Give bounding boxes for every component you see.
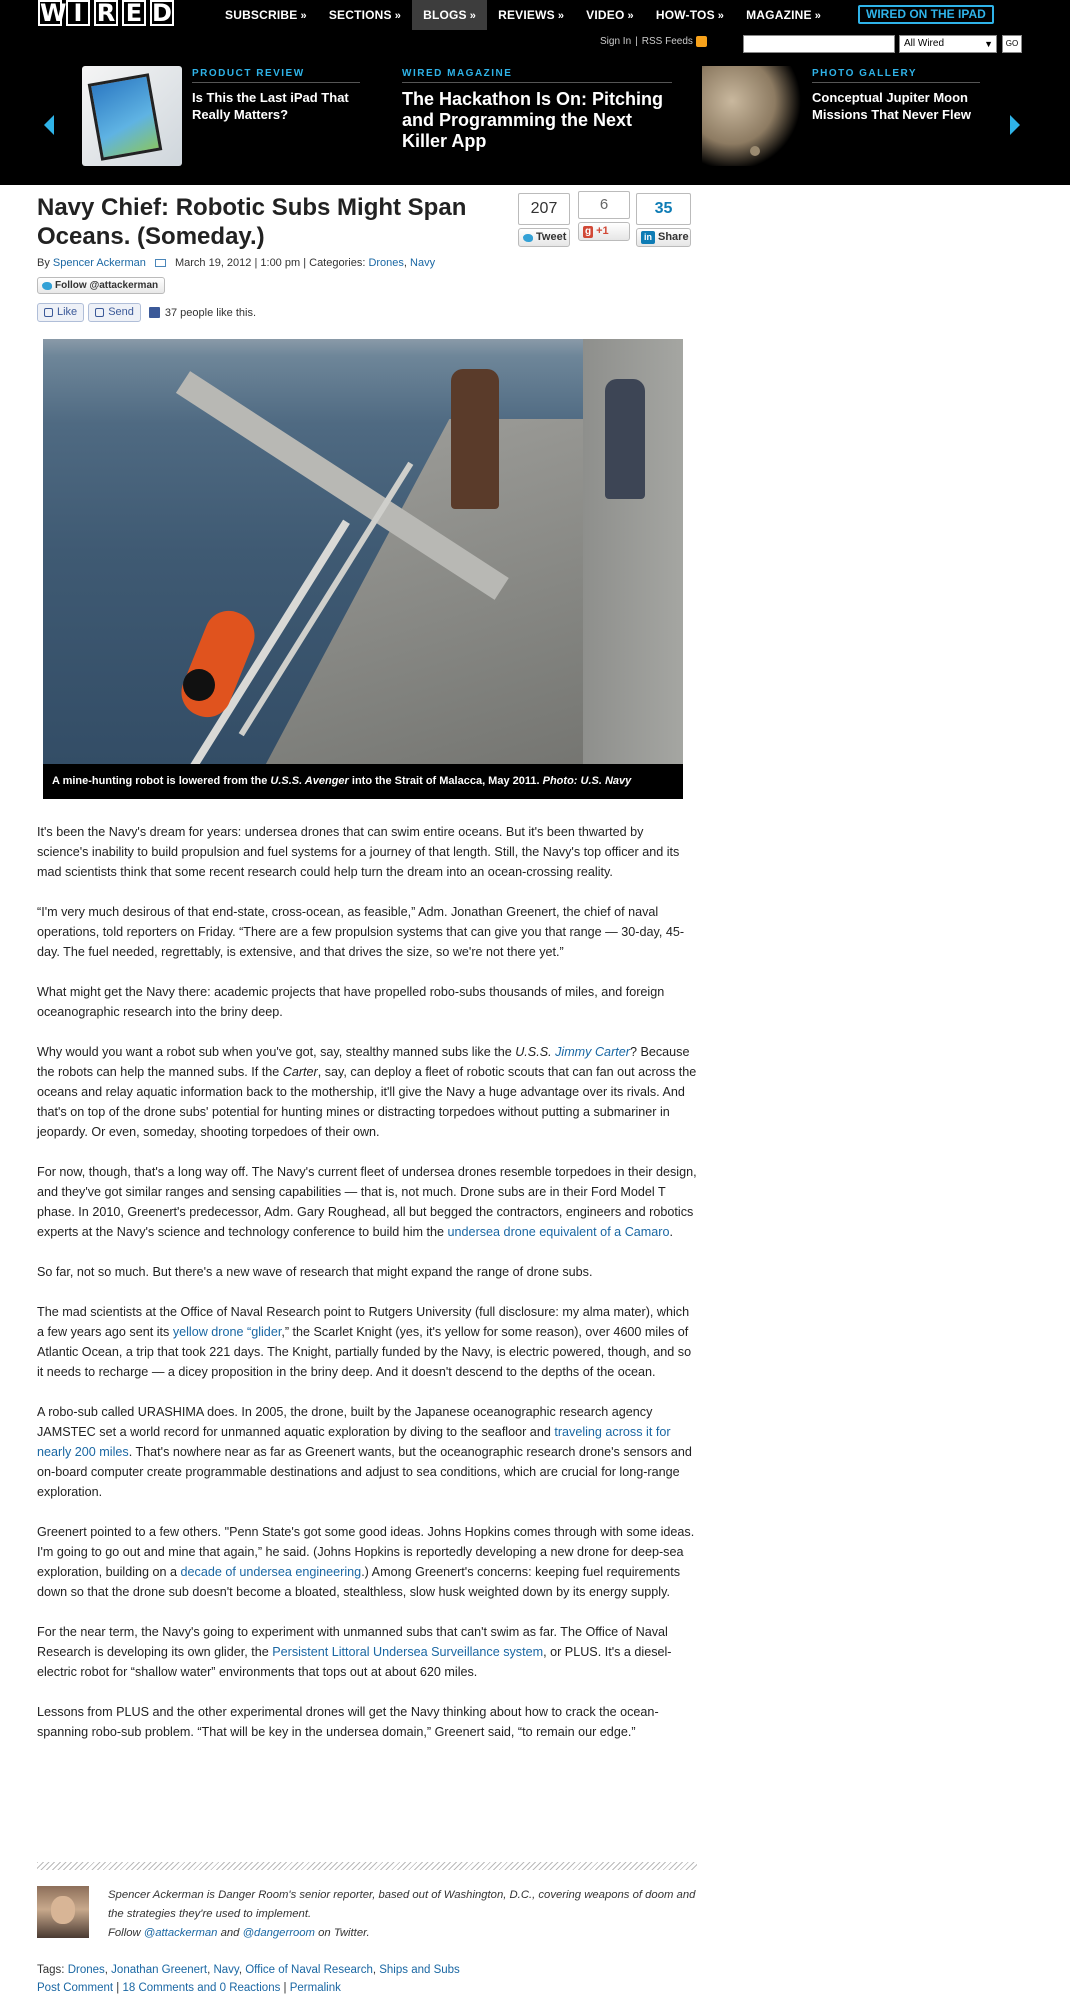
chevron-right-icon: » [394,10,402,22]
follow-twitter-button[interactable] [37,277,165,294]
fb-like-label: Like [57,306,78,318]
promo-rule [812,82,980,83]
text: For the near term, the Navy's going to experiment with unmanned subs that can't swim as far. The Office of Naval Research is developing its own glider, the [37,1625,668,1659]
tags-label: Tags: [37,1964,65,1976]
paragraph [37,1522,697,1602]
paragraph [37,1622,697,1682]
tag-link[interactable]: Ships and Subs [379,1964,460,1976]
nav-subscribe-label: SUBSCRIBE [225,8,298,22]
promo-rule [402,82,672,83]
paragraph: So far, not so much. But there's a new wave of research that might expand the range of drone subs. [37,1265,593,1279]
undersea-engineering-link[interactable]: decade of undersea engineering [180,1565,362,1579]
paragraph: It's been the Navy's dream for years: undersea drones that can swim entire oceans. But it's been thwarted by science's inability to build propulsion and fuel systems for a journey of that length. Still, the Navy's top officer and its mad scientists think that some recent research could help turn the dream into an ocean-crossing reality. [37,825,680,879]
promo-category: PRODUCT REVIEW [192,68,305,79]
utility-links [600,36,707,47]
separator: | [116,1982,123,1994]
caption-text: A mine-hunting robot is lowered from the [52,775,271,787]
permalink-link[interactable]: Permalink [289,1982,341,1994]
byline-by: By [37,257,50,269]
promo-category: PHOTO GALLERY [812,68,918,79]
text: Why would you want a robot sub when you've got, say, stealthy manned subs like the [37,1045,516,1059]
logo-letter: E [122,0,146,26]
logo-letter: I [66,0,90,26]
search-scope-select[interactable] [899,35,997,53]
tags-row [37,1964,460,1976]
wired-logo[interactable] [38,0,178,28]
author-bio [108,1886,698,1943]
comma: , [207,1964,214,1976]
article-title: Navy Chief: Robotic Subs Might Span Oceans. (Someday.) [37,194,467,250]
carousel-prev-arrow-icon[interactable] [44,115,54,135]
text: , or PLUS. It's a diesel-electric robot for “shallow water” environments that tops out at about 620 miles. [37,1645,672,1679]
google-plus-icon: g [585,225,592,237]
tweet-count: 207 [518,193,570,225]
comma: , [238,1964,246,1976]
nav-how-tos[interactable] [645,0,735,30]
main-nav [214,0,832,30]
promo-category: WIRED MAGAZINE [402,68,513,79]
logo-letter: D [150,0,174,26]
article-body [37,822,697,1762]
tag-link[interactable]: Office of Naval Research [245,1964,373,1976]
comma: , [104,1964,112,1976]
tweet-button[interactable] [518,228,570,247]
plus-system-link[interactable]: Persistent Littoral Undersea Surveillance system [272,1645,544,1659]
facebook-icon [149,307,160,318]
twitter-bird-icon [523,234,533,242]
category-link-drones[interactable]: Drones [368,257,404,269]
nav-video-label: VIDEO [586,8,625,22]
carousel-next-arrow-icon[interactable] [1010,115,1020,135]
promo-rule [192,82,360,83]
thumbs-up-icon [44,308,53,317]
jupiter-thumbnail[interactable] [702,66,802,166]
fb-like-count: 37 people like this. [164,306,257,319]
text: .) Among Greenert's concerns: keeping fuel requirements down so that the drone sub doesn't become a bloated, stealthless, slow husk weighted down by its energy supply. [37,1565,680,1599]
text: ,” the Scarlet Knight (yes, it's yellow for some reason), over 4600 miles of Atlantic Ocean, a trip that took 221 days. The Knight, partially funded by the Navy, is electric powered, though, and so it needs to recharge — a dicey proposition in the briny deep. And it doesn't descend to the depths of the ocean. [37,1325,692,1379]
ipad-screen [88,73,163,161]
paragraph [37,1162,697,1242]
author-link[interactable]: Spencer Ackerman [52,257,146,269]
moon-shape [750,146,760,156]
text: A robo-sub called URASHIMA does. In 2005, the drone, built by the Japanese oceanographic research agency JAMSTEC set a world record for unmanned aquatic exploration by diving to the seafloor and [37,1405,653,1439]
separator: | [254,257,261,269]
nav-reviews[interactable] [487,0,575,30]
nav-blogs-label: BLOGS [423,8,467,22]
gplus-label: +1 [596,225,609,237]
article-photo [43,339,683,764]
search-scope-value: All Wired [904,38,945,49]
jimmy-carter-link[interactable]: Jimmy Carter [555,1045,630,1059]
byline [37,257,435,269]
nav-blogs[interactable] [412,0,487,30]
paragraph: “I'm very much desirous of that end-state, cross-ocean, as feasible,” Adm. Jonathan Greenert, the chief of naval operations, told reporters on Friday. “There are a few propulsion systems that can give you that range — 30-day, 45-day. The fuel needed, regrettably, is extensive, and that drives the size, so we're not there yet.” [37,905,685,959]
nav-how-tos-label: HOW-TOS [655,8,715,22]
comma: , [372,1964,380,1976]
top-navigation-bar [0,0,1070,30]
promo-headline[interactable]: The Hackathon Is On: Pitching and Programming the Next Killer App [402,89,664,151]
rss-icon[interactable] [696,36,707,47]
text: ? Because the robots can help the manned subs. If the [37,1045,690,1079]
search-go-button[interactable]: GO [1002,35,1022,53]
post-comment-link[interactable]: Post Comment [37,1982,114,1994]
text: , say, can deploy a fleet of robotic scouts that can fan out across the oceans and relay aquatic information back to the mothership, it'll give the Navy a huge advantage over its rivals. And that's on top of the drone subs' potential for hunting mines or distracting torpedoes without putting a submariner in jeopardy. Or even, someday, shooting torpedoes of their own. [37,1065,697,1139]
paragraph: What might get the Navy there: academic projects that have propelled robo-subs thousands of miles, and foreign oceanographic research into the briny deep. [37,985,665,1019]
wired-on-ipad-button[interactable]: WIRED ON THE IPAD [858,5,994,24]
text: For now, though, that's a long way off. The Navy's current fleet of undersea drones resemble torpedoes in their design, and they've got similar ranges and sensing capabilities — that is, not much. Drone subs are in their Ford Model T phase. In 2010, Greenert's predecessor, Adm. Gary Roughead, all but begged the contractors, engineers and robotics experts at the Navy's science and technology conference to build him the [37,1165,697,1239]
hatched-divider [37,1862,697,1870]
paragraph: Lessons from PLUS and the other experimental drones will get the Navy thinking about how to crack the ocean-spanning robo-sub problem. “That will be key in the undersea domain,” Greenert said, “to remain our edge.” [37,1705,659,1739]
linkedin-share-box [636,193,691,247]
twitter-bird-icon [42,282,52,290]
robot-sub [174,604,262,725]
camaro-link[interactable]: undersea drone equivalent of a Camaro [447,1225,670,1239]
chevron-right-icon: » [627,10,634,22]
nav-magazine[interactable] [735,0,832,30]
chevron-down-icon: ▼ [984,39,993,49]
glider-link[interactable]: yellow drone “glider [172,1325,282,1339]
robot-sub-nose [183,669,215,701]
author-bio-text: Spencer Ackerman is Danger Room's senior reporter, based out of Washington, D.C., covering weapons of doom and the strategies they're used to implement. [108,1889,696,1920]
chevron-right-icon: » [717,10,725,22]
chevron-right-icon: » [557,10,565,22]
promo-headline[interactable]: Conceptual Jupiter Moon Missions That Never Flew [812,90,971,122]
google-plus-share-box [578,191,630,241]
text: and [220,1927,240,1939]
sailor-figure [605,379,645,499]
chevron-right-icon: » [300,10,307,22]
gplus-button[interactable] [578,222,630,241]
tag-link[interactable]: Navy [213,1964,239,1976]
linkedin-icon: in [641,231,655,244]
text: Carter [282,1065,318,1079]
text: on Twitter. [318,1927,370,1939]
search-input[interactable] [743,35,895,53]
fb-like-button[interactable] [37,303,84,322]
text: . [669,1225,673,1239]
categories-label: Categories: [309,257,366,269]
chevron-right-icon: » [469,10,477,22]
dangerroom-twitter-link[interactable]: @dangerroom [242,1927,315,1939]
tweet-share-box [518,193,570,247]
rss-feeds-link[interactable]: RSS Feeds [641,36,693,47]
comments-link[interactable]: 18 Comments and 0 Reactions [122,1982,281,1994]
post-links-row [37,1982,341,1994]
text: Greenert pointed to a few others. "Penn State's got some good ideas. Johns Hopkins comes through with some ideas. I'm going to go out and mine that again,” he said. (Johns Hopkins is reportedly developing a new drone for deep-sea exploration, building on a [37,1525,695,1579]
text: . That's nowhere near as far as Greenert wants, but the oceanographic research drone's sensors and on-board computer create programmable destinations and adjust to sea conditions, which are crucial for long-range exploration. [37,1445,692,1499]
send-icon [95,308,104,317]
nav-subscribe[interactable] [214,0,318,30]
nav-magazine-label: MAGAZINE [746,8,812,22]
facebook-like-row [37,303,256,322]
separator: | [635,36,638,47]
category-link-navy[interactable]: Navy [410,257,436,269]
photo-caption [43,764,683,799]
separator: | [303,257,310,269]
header-promo-band [0,30,1070,185]
author-avatar[interactable] [37,1886,89,1938]
gplus-count: 6 [578,191,630,219]
email-icon[interactable] [155,259,166,267]
paragraph [37,1302,697,1382]
paragraph [37,1042,697,1142]
ipad-thumbnail[interactable] [82,66,182,166]
sailor-figure [451,369,499,509]
avatar-face [51,1896,75,1924]
text: Follow [108,1927,141,1939]
sign-in-link[interactable]: Sign In [600,36,632,47]
linkedin-label: Share [658,231,689,243]
comma: , [403,257,411,269]
caption-text: into the Strait of Malacca, May 2011. [348,775,543,787]
attackerman-twitter-link[interactable]: @attackerman [143,1927,218,1939]
logo-letter: W [40,0,67,27]
follow-label: Follow @attackerman [55,280,159,291]
linkedin-count: 35 [636,193,691,225]
tag-link[interactable]: Jonathan Greenert [111,1964,208,1976]
text: The mad scientists at the Office of Naval Research point to Rutgers University (full disclosure: my alma mater), which a few years ago sent its [37,1305,690,1339]
nav-sections[interactable] [318,0,412,30]
article-date: March 19, 2012 [174,257,252,269]
caption-credit: Photo: U.S. Navy [542,775,632,787]
nav-reviews-label: REVIEWS [498,8,555,22]
nav-video[interactable] [575,0,645,30]
paragraph [37,1402,697,1502]
promo-headline[interactable]: Is This the Last iPad That Really Matters? [192,90,349,122]
caption-ship: U.S.S. Avenger [270,775,349,787]
separator: | [283,1982,290,1994]
fb-send-label: Send [108,306,134,318]
chevron-right-icon: » [814,10,822,22]
linkedin-share-button[interactable] [636,228,691,247]
fb-send-button[interactable] [88,303,141,322]
tag-link[interactable]: Drones [67,1964,105,1976]
nav-sections-label: SECTIONS [328,8,392,22]
text: U.S.S. [515,1045,556,1059]
article-time: 1:00 pm [260,257,301,269]
tweet-label: Tweet [536,231,567,243]
urashima-link[interactable]: traveling across it for nearly 200 miles [37,1425,671,1459]
logo-letter: R [94,0,118,26]
